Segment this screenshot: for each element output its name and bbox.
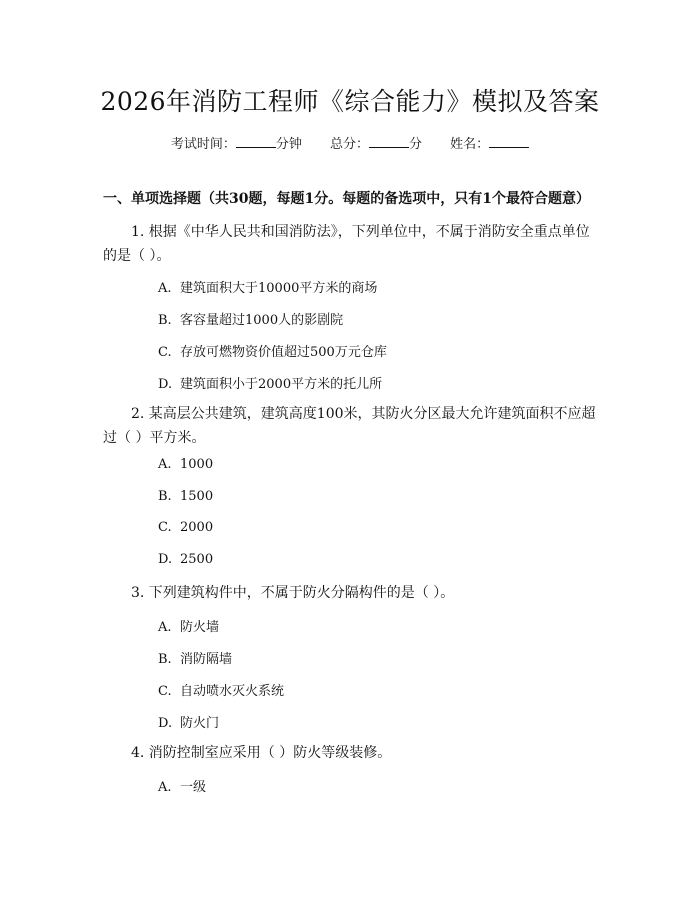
option-text: 自动喷水灭火系统 [180, 684, 285, 699]
question-2-stem-cont [103, 426, 608, 450]
option-letter: B. [158, 489, 172, 504]
total-score-blank [369, 146, 409, 148]
question-4-stem [103, 741, 608, 765]
question-3-line-1: 3. 下列建筑构件中，不属于防火分隔构件的是（ ）。 [131, 585, 455, 601]
question-1-option-d [158, 373, 382, 392]
name-label: 姓名： [450, 137, 490, 152]
option-letter: D. [158, 377, 173, 392]
question-2-option-b [158, 489, 213, 504]
option-letter: C. [158, 520, 172, 535]
option-text: 防火墙 [180, 620, 220, 635]
option-letter: D. [158, 716, 173, 731]
question-4-option-a [158, 776, 206, 795]
option-letter: B. [158, 313, 172, 328]
option-letter: C. [158, 345, 172, 360]
question-2-option-c [158, 520, 213, 535]
option-letter: A. [158, 780, 172, 795]
question-3-option-a [158, 616, 219, 635]
total-score-label: 总分： [329, 137, 369, 152]
question-3-option-d [158, 712, 219, 731]
option-text: 消防隔墙 [180, 652, 233, 667]
total-score-field [330, 133, 422, 152]
option-letter: A. [158, 281, 172, 296]
question-1-stem [103, 220, 608, 244]
exam-time-unit: 分钟 [275, 137, 302, 152]
question-1-line-2: 的是（ ）。 [103, 248, 171, 264]
option-text: 存放可燃物资价值超过500万元仓库 [180, 345, 387, 360]
question-2-line-2: 过（ ）平方米。 [103, 430, 206, 446]
question-2-line-1: 2. 某高层公共建筑，建筑高度100米，其防火分区最大允许建筑面积不应超 [131, 406, 596, 422]
question-1-option-c [158, 341, 387, 360]
option-text: 建筑面积大于10000平方米的商场 [180, 281, 378, 296]
document-title: 2026年消防工程师《综合能力》模拟及答案 [100, 87, 600, 116]
option-letter: A. [158, 620, 172, 635]
question-2-option-a [158, 457, 213, 472]
question-2-option-d [158, 552, 213, 567]
question-3-option-b [158, 648, 232, 667]
question-1-stem-cont [103, 244, 608, 268]
exam-time-field [171, 133, 302, 152]
name-blank [489, 146, 529, 148]
question-1-line-1: 1. 根据《中华人民共和国消防法》，下列单位中，不属于消防安全重点单位 [131, 224, 590, 240]
section-heading: 一、单项选择题（共30题，每题1分。每题的备选项中，只有1个最符合题意） [103, 191, 590, 207]
name-field [450, 133, 529, 152]
option-letter: B. [158, 652, 172, 667]
total-score-unit: 分 [409, 137, 423, 152]
option-letter: A. [158, 457, 172, 472]
question-3-option-c [158, 680, 284, 699]
question-2-stem [103, 402, 608, 426]
exam-time-label: 考试时间： [170, 137, 236, 152]
option-letter: C. [158, 684, 172, 699]
option-text: 1500 [180, 489, 214, 504]
exam-time-blank [236, 146, 276, 148]
question-3-stem [103, 581, 608, 605]
question-1-option-b [158, 309, 343, 328]
option-text: 2000 [180, 520, 214, 535]
option-text: 1000 [180, 457, 214, 472]
question-4-line-1: 4. 消防控制室应采用（ ）防火等级装修。 [131, 745, 392, 761]
question-1-option-a [158, 277, 377, 296]
option-text: 建筑面积小于2000平方米的托儿所 [180, 377, 383, 392]
option-text: 一级 [180, 780, 207, 795]
exam-info-row [0, 133, 700, 152]
option-text: 客容量超过1000人的影剧院 [180, 313, 344, 328]
option-letter: D. [158, 552, 173, 567]
option-text: 2500 [180, 552, 214, 567]
option-text: 防火门 [180, 716, 220, 731]
